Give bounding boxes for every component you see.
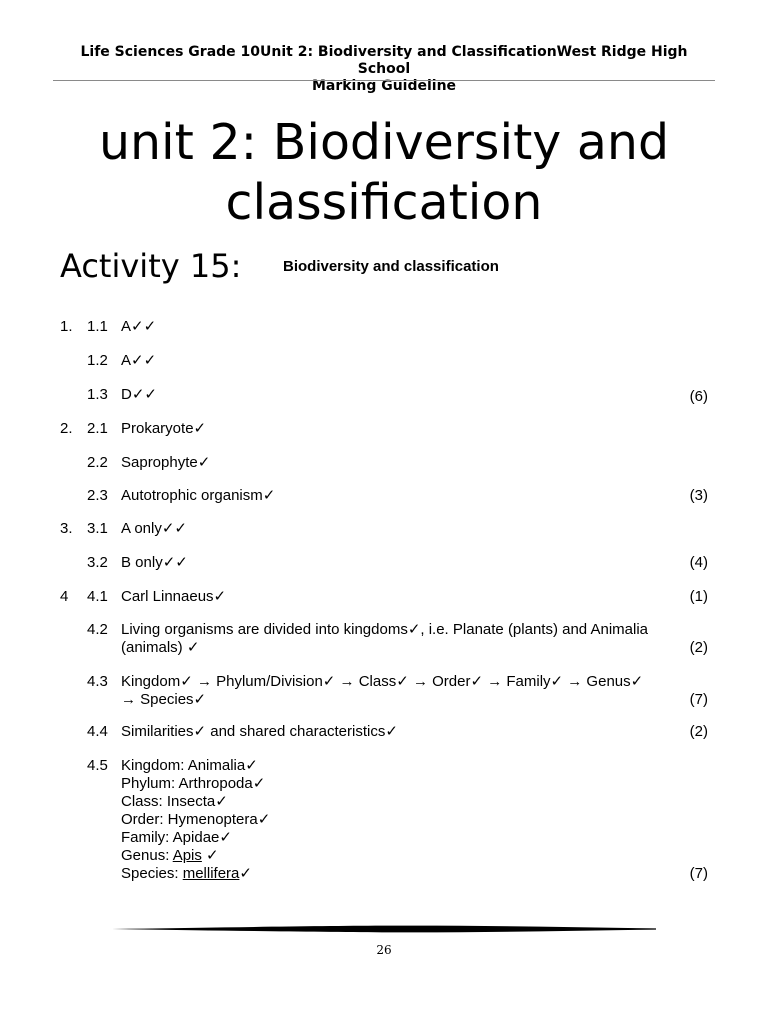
marks-total: (7): [689, 865, 708, 882]
sub-question-number: 2.1: [87, 420, 108, 437]
marks-total: (2): [689, 639, 708, 656]
species-name: mellifera: [182, 865, 240, 882]
genus-tick: ✓: [201, 847, 219, 864]
sub-question-number: 4.1: [87, 588, 108, 605]
activity-subtitle: Biodiversity and classification: [283, 258, 499, 275]
answer-text: Saprophyte✓: [121, 454, 211, 471]
sub-question-number: 3.1: [87, 520, 108, 537]
species-tick: ✓: [239, 865, 252, 882]
genus-label: Genus:: [121, 847, 173, 864]
marks-total: (4): [689, 554, 708, 571]
family-line: Family: Apidae✓: [121, 829, 232, 846]
answer-text: A✓✓: [121, 352, 157, 369]
question-number: 2.: [60, 420, 73, 437]
answer-text: Kingdom✓ → Phylum/Division✓ → Class✓ → Order✓ → Family✓ → Genus✓ → Species✓: [121, 673, 644, 708]
answer-text: Living organisms are divided into kingdoms✓, i.e. Planate (plants) and Animalia (animals) ✓: [121, 621, 649, 656]
sub-question-number: 1.2: [87, 352, 108, 369]
question-number: 1.: [60, 318, 73, 335]
answer-text: Similarities✓ and shared characteristics✓: [121, 723, 398, 740]
answer-text: A only✓✓: [121, 520, 187, 537]
sub-question-number: 4.2: [87, 621, 108, 638]
answer-text: Carl Linnaeus✓: [121, 588, 227, 605]
sub-question-number: 4.4: [87, 723, 108, 740]
header-rule: [53, 80, 715, 81]
phylum-line: Phylum: Arthropoda✓: [121, 775, 266, 792]
genus-line: [121, 847, 661, 865]
answer-text: Autotrophic organism✓: [121, 487, 276, 504]
species-line: [121, 865, 661, 883]
order-line: Order: Hymenoptera✓: [121, 811, 271, 828]
sub-question-number: 4.5: [87, 757, 108, 774]
activity-heading: Activity 15:: [60, 247, 242, 285]
unit-title-line-1: unit 2: Biodiversity and: [98, 114, 670, 171]
marks-total: (2): [689, 723, 708, 740]
genus-name: Apis: [172, 847, 202, 864]
sub-question-number: 1.1: [87, 318, 108, 335]
page-number: 26: [376, 943, 392, 957]
header-line-1: Life Sciences Grade 10Unit 2: Biodiversity and ClassificationWest Ridge High School: [80, 44, 688, 77]
running-header: [53, 44, 715, 95]
marks-total: (6): [689, 388, 708, 405]
sub-question-number: 4.3: [87, 673, 108, 690]
unit-title-line-2: classification: [225, 174, 543, 231]
marks-total: (1): [689, 588, 708, 605]
question-number: 3.: [60, 520, 73, 537]
sub-question-number: 1.3: [87, 386, 108, 403]
marks-total: (7): [689, 691, 708, 708]
class-line: Class: Insecta✓: [121, 793, 228, 810]
kingdom-line: Kingdom: Animalia✓: [121, 757, 258, 774]
answer-text: B only✓✓: [121, 554, 188, 571]
marks-total: (3): [689, 487, 708, 504]
sub-question-number: 2.3: [87, 487, 108, 504]
answer-text: D✓✓: [121, 386, 157, 403]
sub-question-number: 3.2: [87, 554, 108, 571]
sub-question-number: 2.2: [87, 454, 108, 471]
answer-text: Prokaryote✓: [121, 420, 207, 437]
species-label: Species:: [121, 865, 183, 882]
unit-title: [0, 113, 768, 233]
footer-rule: [112, 924, 656, 934]
classification-list: [121, 757, 661, 883]
answer-text: A✓✓: [121, 318, 157, 335]
header-line-2: Marking Guideline: [311, 78, 457, 94]
question-number: 4: [60, 588, 69, 605]
